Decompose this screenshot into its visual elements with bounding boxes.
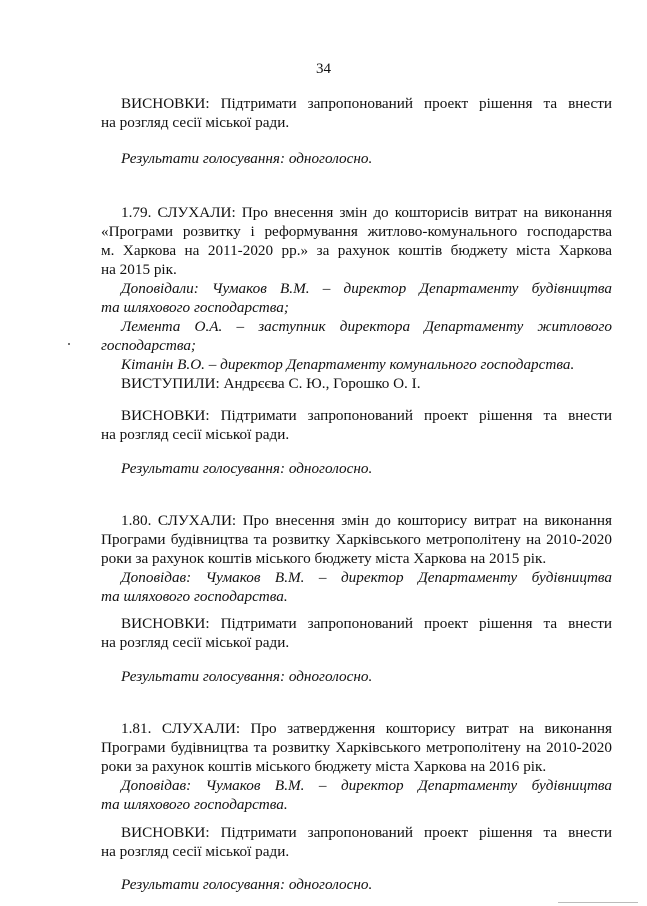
conclusion-line: ВИСНОВКИ: Підтримати запропонований проект рішення та внести (121, 95, 612, 112)
agenda-item-1-79 (101, 203, 612, 374)
conclusion-line: ВИСНОВКИ: Підтримати запропонований проект рішення та внести (121, 615, 612, 632)
conclusion-line: на розгляд сесії міської ради. (101, 114, 290, 131)
conclusion-line: на розгляд сесії міської ради. (101, 634, 290, 651)
item-text-line: на 2015 рік. (101, 261, 177, 278)
item-text-line: роки за рахунок коштів міського бюджету міста Харкова на 2015 рік. (101, 550, 547, 567)
vote-result-1-81 (101, 875, 612, 894)
conclusion-line: на розгляд сесії міської ради. (101, 843, 290, 860)
speaker-line: Доповідали: Чумаков В.М. – директор Департаменту будівництва (121, 280, 612, 297)
conclusion-line: на розгляд сесії міської ради. (101, 426, 290, 443)
vote-result-text: Результати голосування: одноголосно. (121, 150, 373, 167)
item-text-line: Програми будівництва та розвитку Харківського метрополітену на 2010-2020 (101, 531, 612, 548)
conclusion-1-80 (101, 614, 612, 652)
item-heading-line: 1.80. СЛУХАЛИ: Про внесення змін до кошторису витрат на виконання (121, 512, 612, 529)
speaker-line: та шляхового господарства. (101, 588, 288, 605)
speakers-text: ВИСТУПИЛИ: Андрєєва С. Ю., Горошко О. І. (121, 375, 421, 392)
conclusion-1-79 (101, 406, 612, 444)
speaker-line: Доповідав: Чумаков В.М. – директор Департаменту будівництва (121, 777, 612, 794)
agenda-item-1-81 (101, 719, 612, 814)
vote-result-text: Результати голосування: одноголосно. (121, 876, 373, 893)
speakers-1-79 (101, 374, 612, 393)
page-number: 34 (316, 61, 331, 77)
conclusion-line: ВИСНОВКИ: Підтримати запропонований проект рішення та внести (121, 407, 612, 424)
speaker-line: Доповідав: Чумаков В.М. – директор Департаменту будівництва (121, 569, 612, 586)
speaker-line: та шляхового господарства; (101, 299, 289, 316)
scan-edge-line (558, 902, 638, 903)
speaker-line: Лемента О.А. – заступник директора Департаменту житлового (121, 318, 612, 335)
vote-result-text: Результати голосування: одноголосно. (121, 668, 373, 685)
scan-speck (68, 343, 70, 345)
item-text-line: роки за рахунок коштів міського бюджету міста Харкова на 2016 рік. (101, 758, 547, 775)
item-text-line: м. Харкова на 2011-2020 рр.» за рахунок коштів бюджету міста Харкова (101, 242, 612, 259)
conclusion-1-81 (101, 823, 612, 861)
conclusion-top (101, 94, 612, 132)
item-text-line: Програми будівництва та розвитку Харківського метрополітену на 2010-2020 (101, 739, 612, 756)
item-text-line: «Програми розвитку і реформування житлово-комунального господарства (101, 223, 612, 240)
item-heading-line: 1.79. СЛУХАЛИ: Про внесення змін до кошторисів витрат на виконання (121, 204, 612, 221)
vote-result-text: Результати голосування: одноголосно. (121, 460, 373, 477)
conclusion-line: ВИСНОВКИ: Підтримати запропонований проект рішення та внести (121, 824, 612, 841)
speaker-line: та шляхового господарства. (101, 796, 288, 813)
speaker-line: Кітанін В.О. – директор Департаменту комунального господарства. (121, 356, 575, 373)
vote-result-1-80 (101, 667, 612, 686)
vote-result-top (101, 149, 612, 168)
speaker-line: господарства; (101, 337, 196, 354)
item-heading-line: 1.81. СЛУХАЛИ: Про затвердження кошторису витрат на виконання (121, 720, 612, 737)
vote-result-1-79 (101, 459, 612, 478)
agenda-item-1-80 (101, 511, 612, 606)
